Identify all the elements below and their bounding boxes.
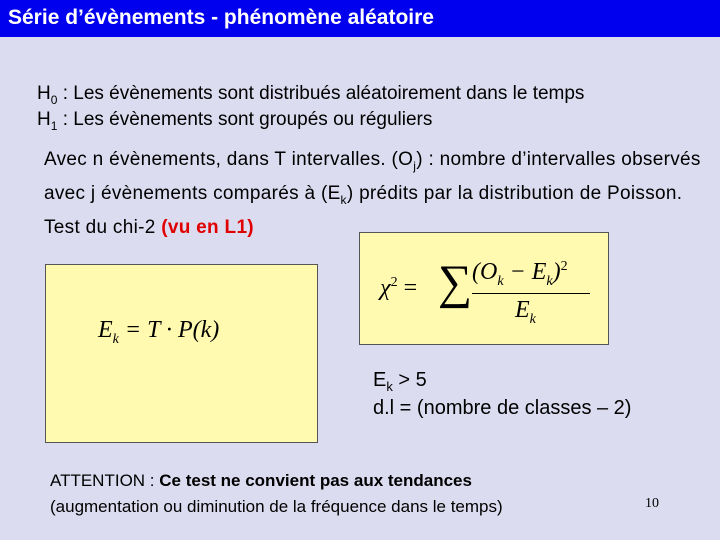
chi-exponent: 2: [390, 275, 398, 290]
h0-text: : Les évènements sont distribués aléatoirement dans le temps: [57, 83, 585, 104]
slide-title: Série d’évènements - phénomène aléatoire: [8, 6, 434, 29]
num-sub2: k: [546, 273, 553, 289]
para-part3: ) prédits par la distribution de Poisson. Test du chi-2: [44, 182, 683, 238]
para-highlight: (vu en L1): [161, 216, 254, 238]
num-open: (O: [472, 259, 498, 285]
formula-rhs: = T · P(k): [118, 317, 220, 343]
formula-expected: [98, 317, 219, 348]
chi-equals: =: [397, 275, 418, 301]
title-bar: [0, 0, 720, 37]
h1-text: : Les évènements sont groupés ou réguliers: [57, 109, 433, 130]
attention-note: [50, 468, 503, 520]
page-number: 10: [645, 496, 659, 511]
num-sub1: k: [497, 273, 504, 289]
den-sub: k: [529, 311, 536, 327]
formula-ek: E: [98, 317, 113, 343]
num-mid: − E: [503, 259, 547, 285]
sum-symbol: ∑: [438, 256, 473, 309]
para-sub2: k: [340, 192, 347, 207]
h1-letter: H: [37, 109, 51, 130]
chi2-lhs: [380, 275, 417, 302]
attention-label: ATTENTION :: [50, 471, 160, 490]
para-sub1: j: [413, 158, 417, 173]
hypothesis-h0: [37, 83, 584, 107]
para-part1: Avec n évènements, dans T intervalles. (O: [44, 149, 414, 170]
attention-line1: [50, 468, 503, 494]
cond-sub: k: [386, 379, 393, 394]
den-letter: E: [515, 297, 530, 323]
attention-bold: Ce test ne convient pas aux tendances: [159, 471, 472, 490]
attention-line2: (augmentation ou diminution de la fréquence dans le temps): [50, 497, 503, 516]
chi-symbol: χ: [380, 275, 391, 301]
cond-e: E: [373, 369, 387, 391]
hypothesis-h1: [37, 109, 432, 133]
num-exponent: 2: [560, 259, 568, 274]
formula-box-expected: [45, 264, 318, 443]
formula-ek-sub: k: [112, 331, 119, 347]
h0-letter: H: [37, 83, 51, 104]
para-part2: ) : nombre d’intervalles observés avec j évènements comparés à (E: [44, 149, 701, 204]
cond-rest: > 5: [392, 369, 427, 391]
num-close: ): [552, 259, 561, 285]
formula-box-chi2: [359, 232, 609, 345]
chi2-numerator: [472, 259, 568, 290]
condition-ek: [373, 369, 427, 394]
chi2-denominator: [515, 297, 536, 328]
description-paragraph: [44, 146, 704, 242]
condition-dl: d.l = (nombre de classes – 2): [373, 397, 632, 419]
h0-subscript: 0: [50, 92, 58, 107]
fraction-bar: [472, 293, 590, 294]
h1-subscript: 1: [50, 118, 58, 133]
